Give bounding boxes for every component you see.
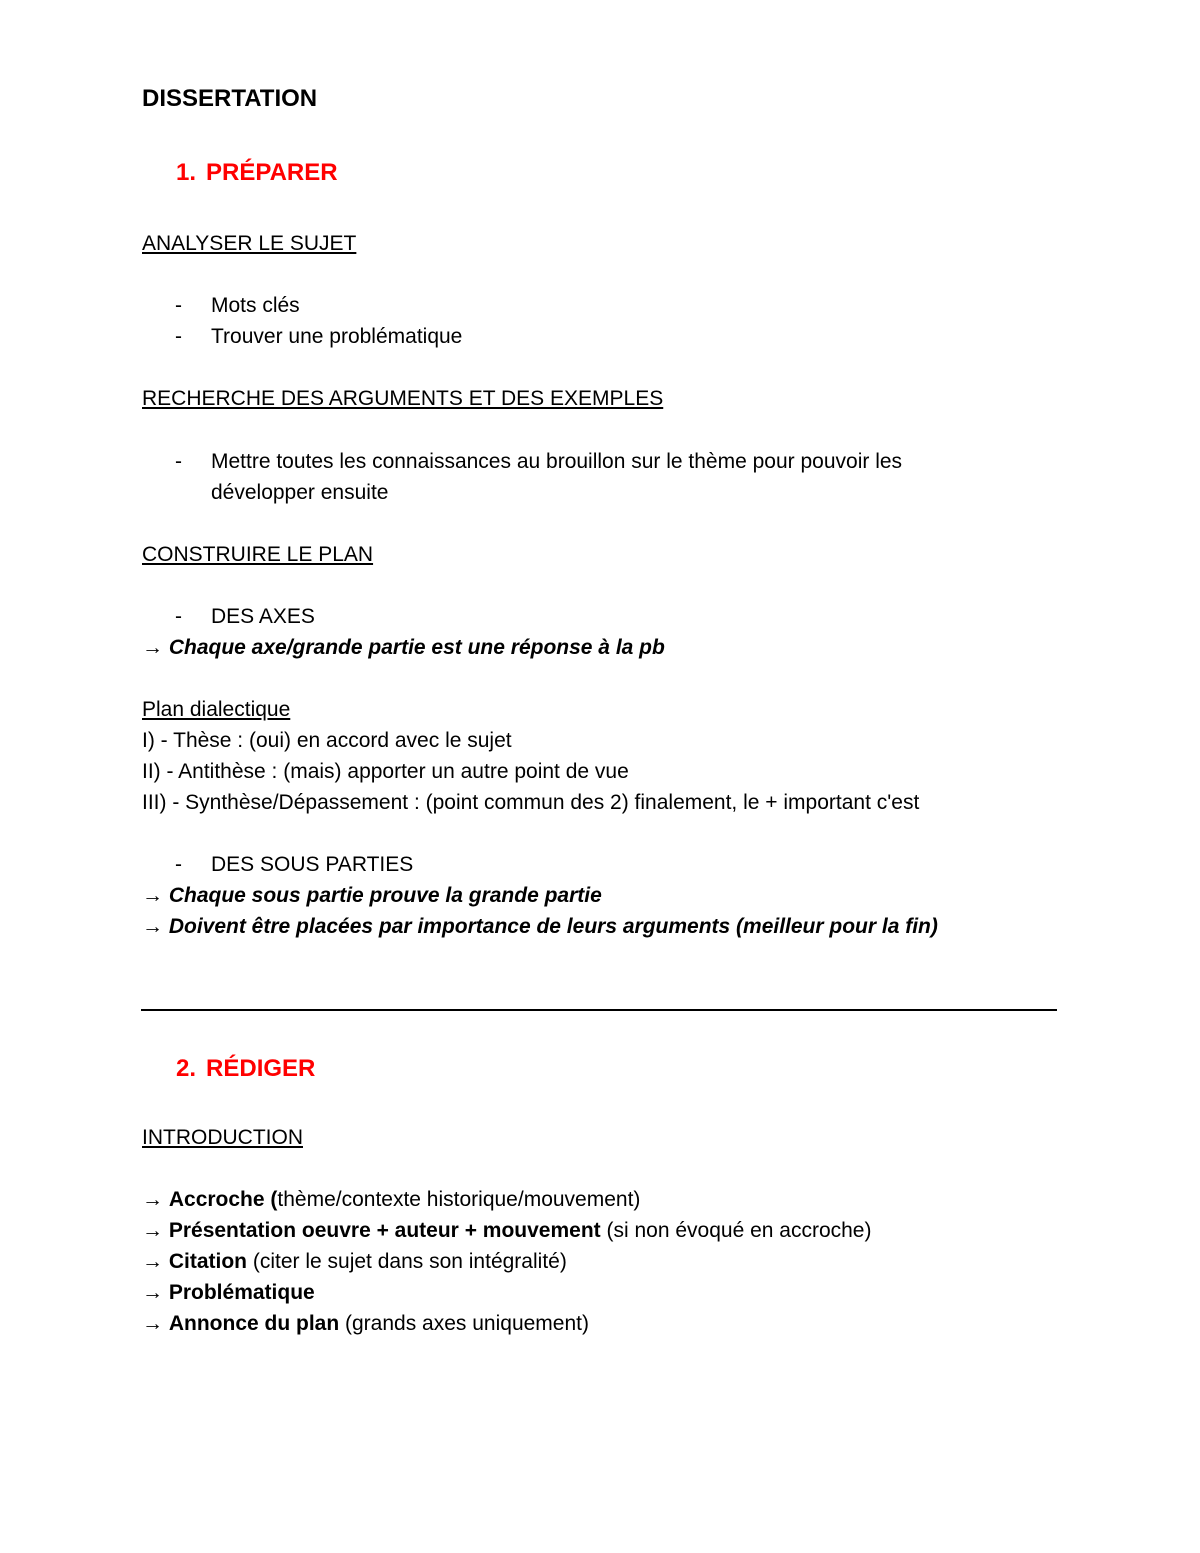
subheading-recherche: RECHERCHE DES ARGUMENTS ET DES EXEMPLES [142, 387, 664, 410]
section-number: 1. [176, 159, 197, 186]
intro-item-detail: (si non évoqué en accroche) [600, 1219, 872, 1242]
intro-item-key: Annonce du plan [168, 1312, 340, 1335]
intro-item [142, 1249, 567, 1275]
plan-line: II) - Antithèse : (mais) apporter un autre point de vue [142, 760, 629, 783]
plan-line: III) - Synthèse/Dépassement : (point commun des 2) finalement, le + important c'est [142, 791, 920, 814]
list-item-text: DES SOUS PARTIES [211, 853, 414, 876]
section-title: RÉDIGER [206, 1055, 316, 1082]
list-item-text: Mettre toutes les connaissances au brouillon sur le thème pour pouvoir les [211, 450, 903, 473]
list-item: - Mettre toutes les connaissances au brouillon sur le thème pour pouvoir les [175, 450, 903, 473]
list-item: - DES SOUS PARTIES [175, 853, 414, 876]
horizontal-divider [141, 1009, 1057, 1011]
intro-item [142, 1280, 315, 1306]
subheading-construire: CONSTRUIRE LE PLAN [142, 543, 374, 566]
intro-item-key: Problématique [168, 1281, 315, 1304]
list-item-text: Mots clés [211, 294, 300, 317]
arrow-icon: → [142, 1250, 163, 1273]
arrow-icon: → [142, 1188, 163, 1211]
list-item: - Trouver une problématique [175, 325, 463, 348]
arrow-note: → Doivent être placées par importance de leurs arguments (meilleur pour la fin) [142, 915, 938, 938]
document-title: DISSERTATION [142, 85, 318, 112]
arrow-icon: → [142, 1281, 163, 1304]
subheading-plan-dialectique: Plan dialectique [142, 698, 291, 721]
list-item: - Mots clés [175, 294, 300, 317]
arrow-icon: → [142, 1219, 163, 1242]
arrow-icon: → [142, 1312, 163, 1335]
intro-item [142, 1187, 640, 1213]
intro-item-key: Accroche ( [168, 1188, 278, 1211]
section-heading-rediger [176, 1056, 315, 1082]
subheading-analyser: ANALYSER LE SUJET [142, 232, 357, 255]
intro-item-key: Citation [168, 1250, 247, 1273]
intro-item [142, 1218, 871, 1244]
plan-line: I) - Thèse : (oui) en accord avec le sujet [142, 729, 512, 752]
section-title: PRÉPARER [206, 159, 338, 186]
list-item-text: Trouver une problématique [211, 325, 463, 348]
arrow-note: → Chaque sous partie prouve la grande partie [142, 884, 602, 907]
section-number: 2. [176, 1055, 197, 1082]
intro-item [142, 1311, 589, 1337]
subheading-introduction: INTRODUCTION [142, 1126, 303, 1149]
intro-item-detail: (grands axes uniquement) [339, 1312, 589, 1335]
list-item: - DES AXES [175, 605, 315, 628]
list-item-continuation: développer ensuite [211, 481, 389, 504]
intro-item-detail: (citer le sujet dans son intégralité) [247, 1250, 567, 1273]
section-heading-preparer [176, 160, 338, 186]
intro-item-key: Présentation oeuvre + auteur + mouvement [168, 1219, 601, 1242]
list-item-text: DES AXES [211, 605, 315, 628]
arrow-note: → Chaque axe/grande partie est une réponse à la pb [142, 636, 665, 659]
intro-item-detail: thème/contexte historique/mouvement) [277, 1188, 641, 1211]
